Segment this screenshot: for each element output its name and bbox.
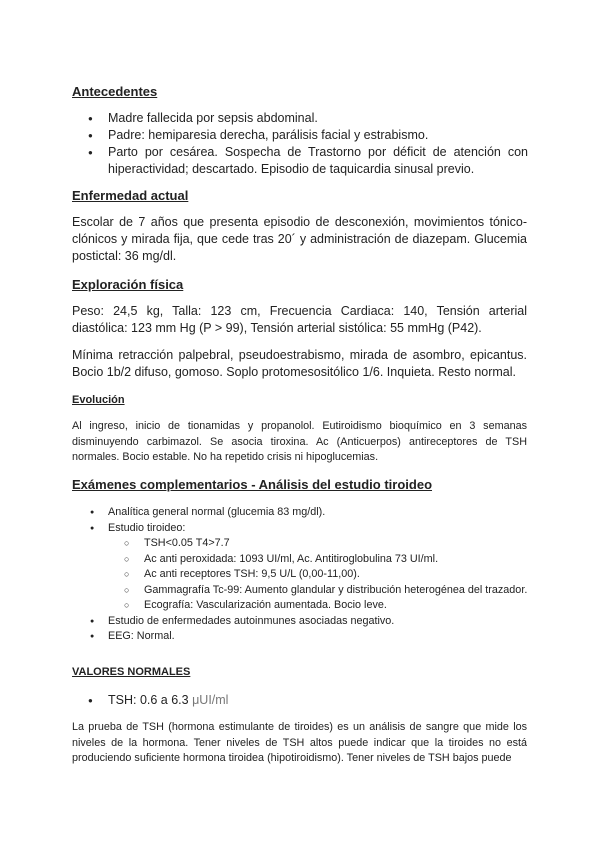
list-item (108, 692, 528, 709)
heading-valores-normales: VALORES NORMALES (72, 666, 191, 678)
enfermedad-text: Escolar de 7 años que presenta episodio de desconexión, movimientos tónico-clónicos y mirada fija, que cede tras 20´ y administración de diazepam. Glucemia postictal: 36 mg/dl. (72, 215, 527, 263)
heading-examenes: Exámenes complementarios - Análisis del estudio tiroideo (72, 477, 433, 492)
heading-antecedentes: Antecedentes (72, 84, 158, 99)
list-item (108, 521, 528, 614)
antecedentes-list (108, 110, 528, 178)
heading-evolucion: Evolución (72, 394, 125, 406)
tsh-unit: μUI/ml (192, 693, 229, 707)
tsh-range: TSH: 0.6 a 6.3 (108, 693, 189, 707)
sub-list-item: ○ Ac anti peroxidada: 1093 UI/ml, Ac. Antitiroglobulina 73 UI/ml. (144, 552, 528, 568)
sub-list-item: ○ Ecografía: Vascularización aumentada. Bocio leve. (144, 598, 528, 614)
list-item: ● Parto por cesárea. Sospecha de Trastorno por déficit de atención con hiperactividad; descartado. Episodio de taquicardia sinusal previo. (108, 144, 528, 178)
list-item: ● Madre fallecida por sepsis abdominal. (108, 110, 528, 127)
exploracion-text-1: Peso: 24,5 kg, Talla: 123 cm, Frecuencia Cardiaca: 140, Tensión arterial diastólica: 123 mm Hg (P > 99), Tensión arterial sistólica: 55 mmHg (P42). (72, 304, 527, 335)
sub-list-item: ○ Ac anti receptores TSH: 9,5 U/L (0,00-11,00). (144, 567, 528, 583)
examenes-list (108, 505, 528, 645)
estudio-tiroideo-sublist (108, 536, 528, 614)
exploracion-text-2: Mínima retracción palpebral, pseudoestrabismo, mirada de asombro, epicantus. Bocio 1b/2 difuso, gomoso. Soplo protomesositólico 1/6. Inquieta. Resto normal. (72, 348, 527, 379)
list-item: ● EEG: Normal. (108, 629, 528, 645)
estudio-tiroideo-label: Estudio tiroideo: (108, 521, 186, 534)
list-item: ● Estudio de enfermedades autoinmunes asociadas negativo. (108, 614, 528, 630)
sub-list-item: ○ Gammagrafía Tc-99: Aumento glandular y distribución heterogénea del trazador. (144, 583, 528, 599)
heading-enfermedad-actual: Enfermedad actual (72, 188, 189, 203)
evolucion-text: Al ingreso, inicio de tionamidas y propanolol. Eutiroidismo bioquímico en 3 semanas disminuyendo carbimazol. Se asocia tiroxina. Ac (Anticuerpos) antireceptores de TSH normales. Bocio estable. No ha repetido crisis ni hipoglucemias. (72, 420, 527, 463)
valores-text: La prueba de TSH (hormona estimulante de tiroides) es un análisis de sangre que mide los niveles de la hormona. Tener niveles de TSH altos puede indicar que la tiroides no está produciendo suficiente hormona tiroidea (hipotiroidismo). Tener niveles de TSH bajos puede (72, 721, 527, 764)
heading-exploracion: Exploración física (72, 277, 184, 292)
valores-list (108, 692, 528, 709)
sub-list-item: ○ TSH<0.05 T4>7.7 (144, 536, 528, 552)
list-item: ● Analítica general normal (glucemia 83 mg/dl). (108, 505, 528, 521)
list-item: ● Padre: hemiparesia derecha, parálisis facial y estrabismo. (108, 127, 528, 144)
